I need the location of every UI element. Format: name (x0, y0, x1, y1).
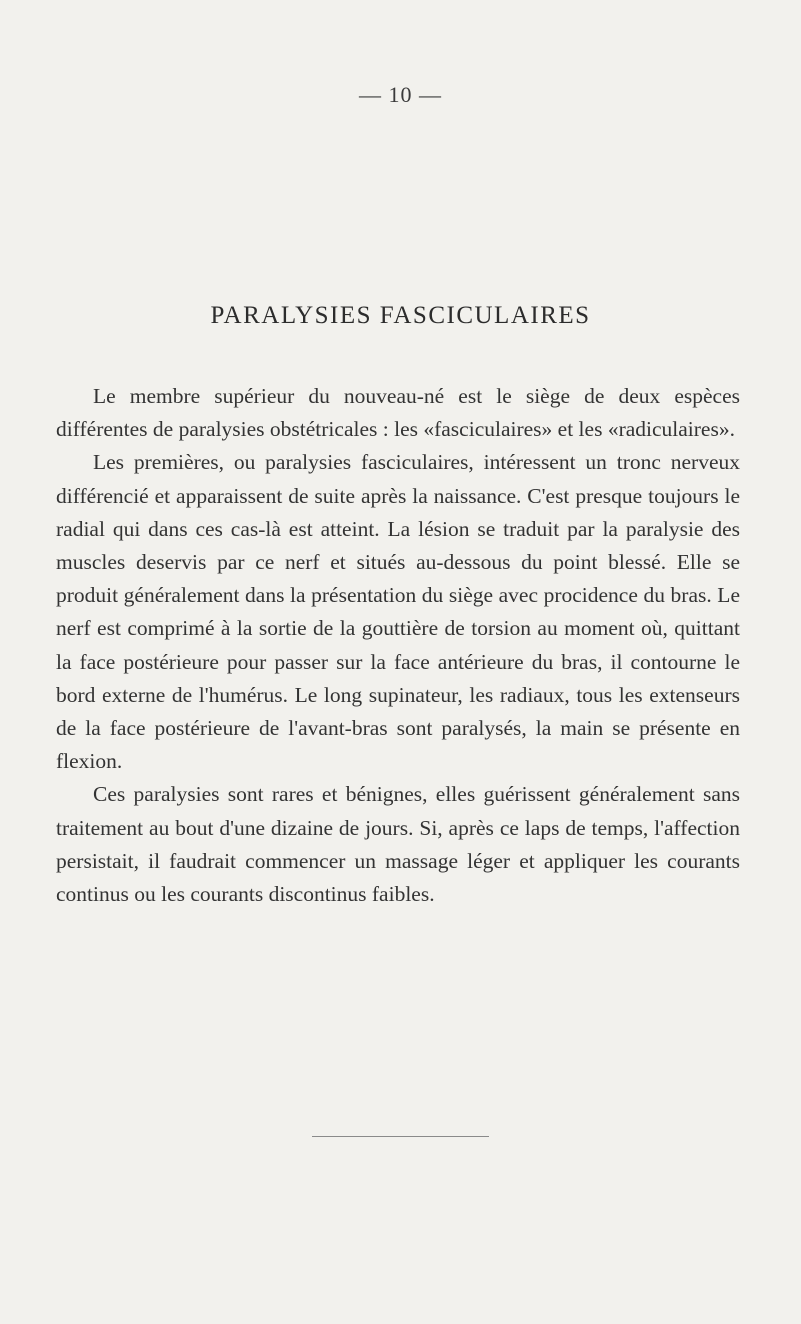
paragraph-2: Les premières, ou paralysies fasciculaires, intéressent un tronc nerveux différencié et apparaissent de suite après la naissance. C'est presque toujours le radial qui dans ces cas-là est atteint. La lésion se traduit par la paralysie des muscles deservis par ce nerf et situés au-dessous du point blessé. Elle se produit généralement dans la présentation du siège avec procidence du bras. Le nerf est comprimé à la sortie de la gouttière de torsion au moment où, quittant la face postérieure pour passer sur la face antérieure du bras, il contourne le bord externe de l'humérus. Le long supinateur, les radiaux, tous les extenseurs de la face postérieure de l'avant-bras sont paralysés, la main se présente en flexion. (56, 450, 740, 774)
section-title: PARALYSIES FASCICULAIRES (210, 302, 591, 329)
paragraph-1: Le membre supérieur du nouveau-né est le siège de deux espèces différentes de paralysies obstétricales : les «fasciculaires» et les «radiculaires». (56, 384, 740, 442)
paragraph-3: Ces paralysies sont rares et bénignes, elles guérissent généralement sans traitement au bout d'une dizaine de jours. Si, après ce laps de temps, l'affection persistait, il faudrait commencer un massage léger et appliquer les courants continus ou les courants discontinus faibles. (56, 782, 740, 907)
end-rule (312, 1136, 489, 1137)
body-text (56, 380, 740, 911)
page-number: — 10 — (359, 82, 442, 107)
